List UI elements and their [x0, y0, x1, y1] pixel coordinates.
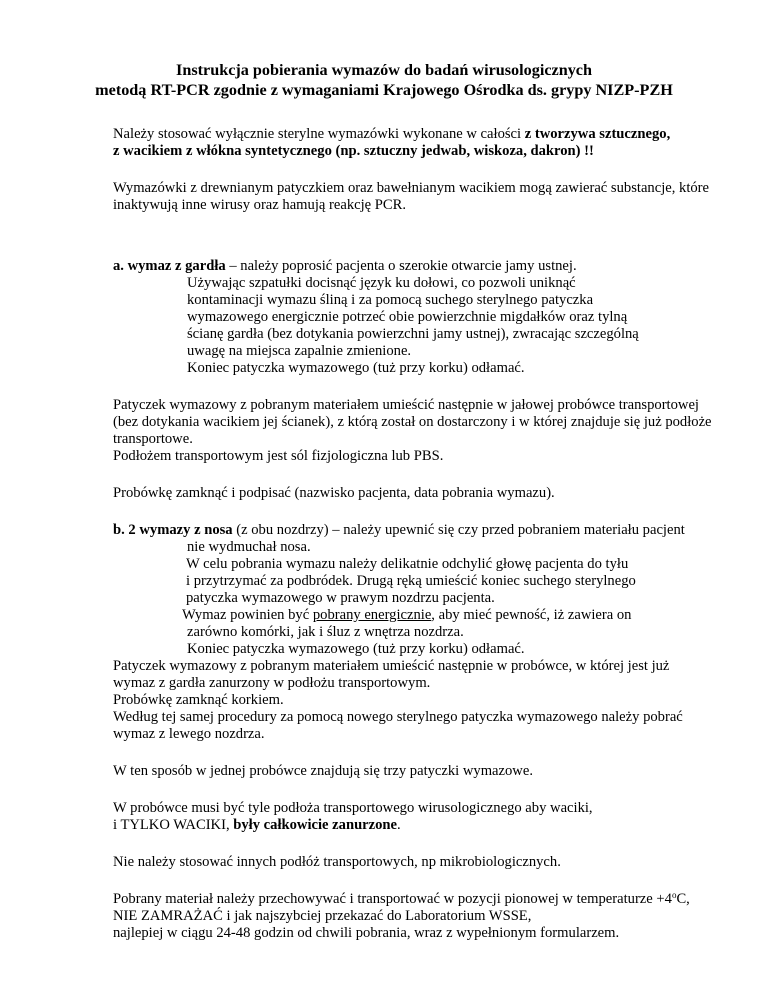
section-a-line-4: wymazowego energicznie potrzeć obie powierzchnie migdałków oraz tylną [187, 309, 628, 325]
section-b-text: (z obu nozdrzy) – należy upewnić się czy przed pobraniem materiału pacjent [232, 522, 685, 538]
other-media-line: Nie należy stosować innych podłóż transportowych, np mikrobiologicznych. [113, 854, 561, 870]
transport-line-2: (bez dotykania wacikiem jej ścianek), z którą został on dostarczony i w której znajduje się już podłoże [113, 414, 712, 430]
warning-line-1: Wymazówki z drewnianym patyczkiem oraz bawełnianym wacikiem mogą zawierać substancje, które [113, 180, 710, 196]
close-tube-line: Probówkę zamknąć i podpisać (nazwisko pacjenta, data pobrania wymazu). [113, 485, 555, 501]
submerge-text: i TYLKO WACIKI, [113, 817, 234, 833]
storage-line-1 [113, 891, 690, 908]
storage-text: Pobrany materiał należy przechowywać i transportować w pozycji pionowej w temperaturze +4 [113, 891, 672, 907]
section-a-line-2: Używając szpatułki docisnąć język ku dołowi, co pozwoli uniknąć [187, 275, 576, 291]
intro-text: Należy stosować wyłącznie sterylne wymazówki wykonane w całości [113, 126, 525, 142]
section-b-line-2: nie wydmuchał nosa. [187, 539, 311, 555]
underlined-emphasis: pobrany energicznie [312, 607, 432, 623]
section-b-line-12: Według tej samej procedury za pomocą nowego sterylnego patyczka wymazowego należy pobrać [113, 709, 683, 725]
section-b-line-9: Patyczek wymazowy z pobranym materiałem umieścić następnie w probówce, w której jest już [113, 658, 670, 674]
submerge-period: . [397, 817, 401, 833]
transport-line-3: transportowe. [113, 431, 193, 447]
section-b-line-8: Koniec patyczka wymazowego (tuż przy korku) odłamać. [187, 641, 525, 657]
section-b-text: Wymaz powinien być [182, 607, 313, 623]
section-a-line-1 [113, 258, 577, 275]
intro-swab-bold: z wacikiem z włókna syntetycznego (np. sztuczny jedwab, wiskoza, dakron) !! [113, 143, 594, 159]
section-a-text: – należy poprosić pacjenta o szerokie otwarcie jamy ustnej. [225, 258, 577, 274]
section-b-line-4: i przytrzymać za podbródek. Drugą ręką umieścić koniec suchego sterylnego [186, 573, 636, 589]
warning-line-2: inaktywują inne wirusy oraz hamują reakcję PCR. [113, 197, 407, 213]
section-b-text: , aby mieć pewność, iż zawiera on [431, 607, 632, 623]
section-a-line-7: Koniec patyczka wymazowego (tuż przy korku) odłamać. [187, 360, 525, 376]
section-b-line-3: W celu pobrania wymazu należy delikatnie odchylić głowę pacjenta do tyłu [186, 556, 629, 572]
storage-line-2: NIE ZAMRAŻAĆ i jak najszybciej przekazać do Laboratorium WSSE, [113, 908, 532, 924]
section-a-line-6: uwagę na miejsca zapalnie zmienione. [187, 343, 412, 359]
section-b-line-13: wymaz z lewego nozdrza. [113, 726, 265, 742]
title-line-2: metodą RT-PCR zgodnie z wymaganiami Krajowego Ośrodka ds. grypy NIZP-PZH [95, 81, 673, 99]
title-line-1: Instrukcja pobierania wymazów do badań wirusologicznych [176, 61, 592, 79]
submerge-line-2 [113, 817, 401, 834]
submerge-bold: były całkowicie zanurzone [233, 817, 398, 833]
transport-line-4: Podłożem transportowym jest sól fizjologiczna lub PBS. [113, 448, 444, 464]
intro-line-2 [113, 143, 594, 160]
intro-material-bold: z tworzywa sztucznego, [524, 126, 671, 142]
degree-sup: o [671, 890, 677, 900]
section-b-line-1 [113, 522, 685, 539]
submerge-line-1: W probówce musi być tyle podłoża transportowego wirusologicznego aby waciki, [113, 800, 593, 816]
intro-line-1 [113, 126, 670, 143]
section-b-line-7: zarówno komórki, jak i śluz z wnętrza nozdrza. [187, 624, 464, 640]
section-b-line-10: wymaz z gardła zanurzony w podłożu transportowym. [113, 675, 431, 691]
storage-unit: C, [676, 891, 690, 907]
section-a-heading: a. wymaz z gardła [113, 258, 226, 274]
section-a-line-3: kontaminacji wymazu śliną i za pomocą suchego sterylnego patyczka [187, 292, 594, 308]
section-a-line-5: ścianę gardła (bez dotykania powierzchni jamy ustnej), zwracając szczególną [187, 326, 639, 342]
section-b-heading: b. 2 wymazy z nosa [113, 522, 233, 538]
section-b-line-6 [182, 607, 631, 624]
section-b-line-11: Probówkę zamknąć korkiem. [113, 692, 284, 708]
storage-line-3: najlepiej w ciągu 24-48 godzin od chwili pobrania, wraz z wypełnionym formularzem. [113, 925, 620, 941]
transport-line-1: Patyczek wymazowy z pobranym materiałem umieścić następnie w jałowej probówce transportowej [113, 397, 699, 413]
three-swabs-line: W ten sposób w jednej probówce znajdują się trzy patyczki wymazowe. [113, 763, 533, 779]
section-b-line-5: patyczka wymazowego w prawym nozdrzu pacjenta. [186, 590, 495, 606]
